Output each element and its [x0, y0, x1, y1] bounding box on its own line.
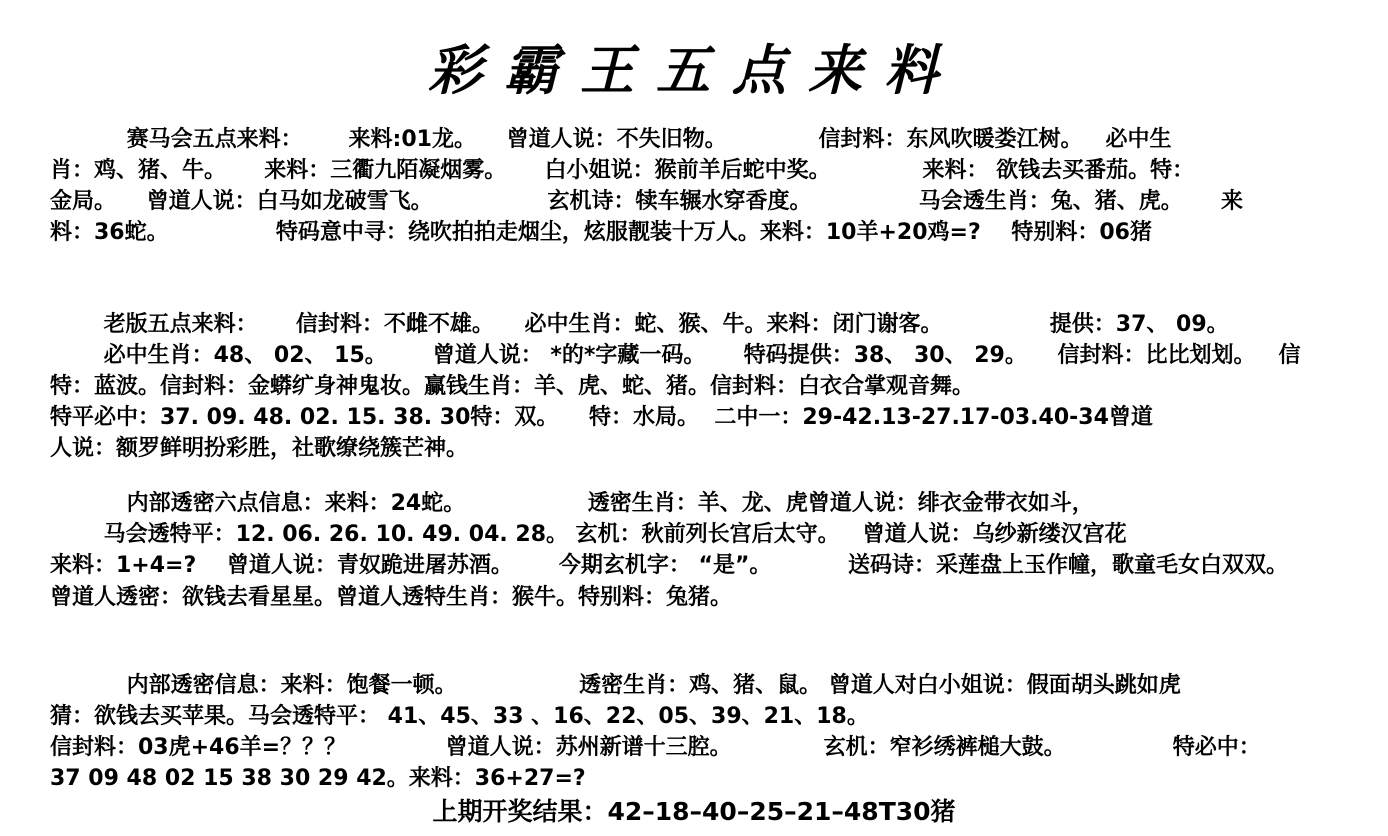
text-line-10: 内部透密六点信息：来料：24蛇。 透密生肖：羊、龙、虎曾道人说：绯衣金带衣如斗， — [50, 491, 1094, 516]
text-line-16: 信封料：03虎+46羊=？？？ 曾道人说：苏州新谱十三腔。 玄机：窄衫绣裤槌大鼓。 特必中： — [50, 735, 1261, 760]
text-line-15: 猜：欲钱去买苹果。马会透特平： 41、45、33 、16、22、05、39、21、18。 — [50, 704, 869, 729]
last-draw-result: 上期开奖结果：42–18–40–25–21–48T30猪 — [432, 797, 956, 826]
text-line-5: 老版五点来料： 信封料：不雌不雄。 必中生肖：蛇、猴、牛。来料：闭门谢客。 提供：37、 09。 — [50, 312, 1229, 337]
text-line-6: 必中生肖：48、 02、 15。 曾道人说： *的*字藏一码。 特码提供：38、 30、 29。 信封料：比比划划。 信 — [50, 343, 1301, 368]
text-line-9: 人说：额罗鲜明扮彩胜，社歌缭绕簇芒神。 — [50, 436, 469, 461]
text-line-3: 金局。 曾道人说：白马如龙破雪飞。 玄机诗：犊车辗水穿香度。 马会透生肖：兔、猪、虎。 来 — [50, 189, 1244, 214]
text-line-1: 赛马会五点来料： 来料:01龙。 曾道人说：不失旧物。 信封料：东风吹暖娄江树。 必中生 — [50, 127, 1172, 152]
text-line-13: 曾道人透密：欲钱去看星星。曾道人透特生肖：猴牛。特别料：兔猪。 — [50, 585, 733, 610]
text-line-7: 特：蓝波。信封料：金蟒纩身神鬼妆。赢钱生肖：羊、虎、蛇、猪。信封料：白衣合掌观音舞。 — [50, 374, 975, 399]
text-line-12: 来料：1+4=? 曾道人说：青奴跪进屠苏酒。 今期玄机字： “是”。 送码诗：采莲盘上玉作幢，歌童毛女白双双。 — [50, 553, 1289, 578]
text-line-17: 37 09 48 02 15 38 30 29 42。来料：36+27=? — [50, 766, 586, 791]
text-line-11: 马会透特平：12. 06. 26. 10. 49. 04. 28。 玄机：秋前列长宫后太守。 曾道人说：乌纱新缕汉宫花 — [50, 522, 1127, 547]
text-line-8: 特平必中：37. 09. 48. 02. 15. 38. 30特：双。 特：水局。 二中一：29-42.13-27.17-03.40-34曾道 — [50, 405, 1153, 430]
text-line-4: 料：36蛇。 特码意中寻：绕吹拍拍走烟尘，炫服靓装十万人。来料：10羊+20鸡=? 特别料：06猪 — [50, 220, 1152, 245]
page-title: 彩霸王五点来料 — [428, 38, 960, 102]
text-line-14: 内部透密信息：来料：饱餐一顿。 透密生肖：鸡、猪、鼠。 曾道人对白小姐说：假面胡头跳如虎 — [50, 673, 1181, 698]
text-line-2: 肖：鸡、猪、牛。 来料：三衢九陌凝烟雾。 白小姐说：猴前羊后蛇中奖。 来料： 欲钱去买番茄。特： — [50, 158, 1195, 183]
